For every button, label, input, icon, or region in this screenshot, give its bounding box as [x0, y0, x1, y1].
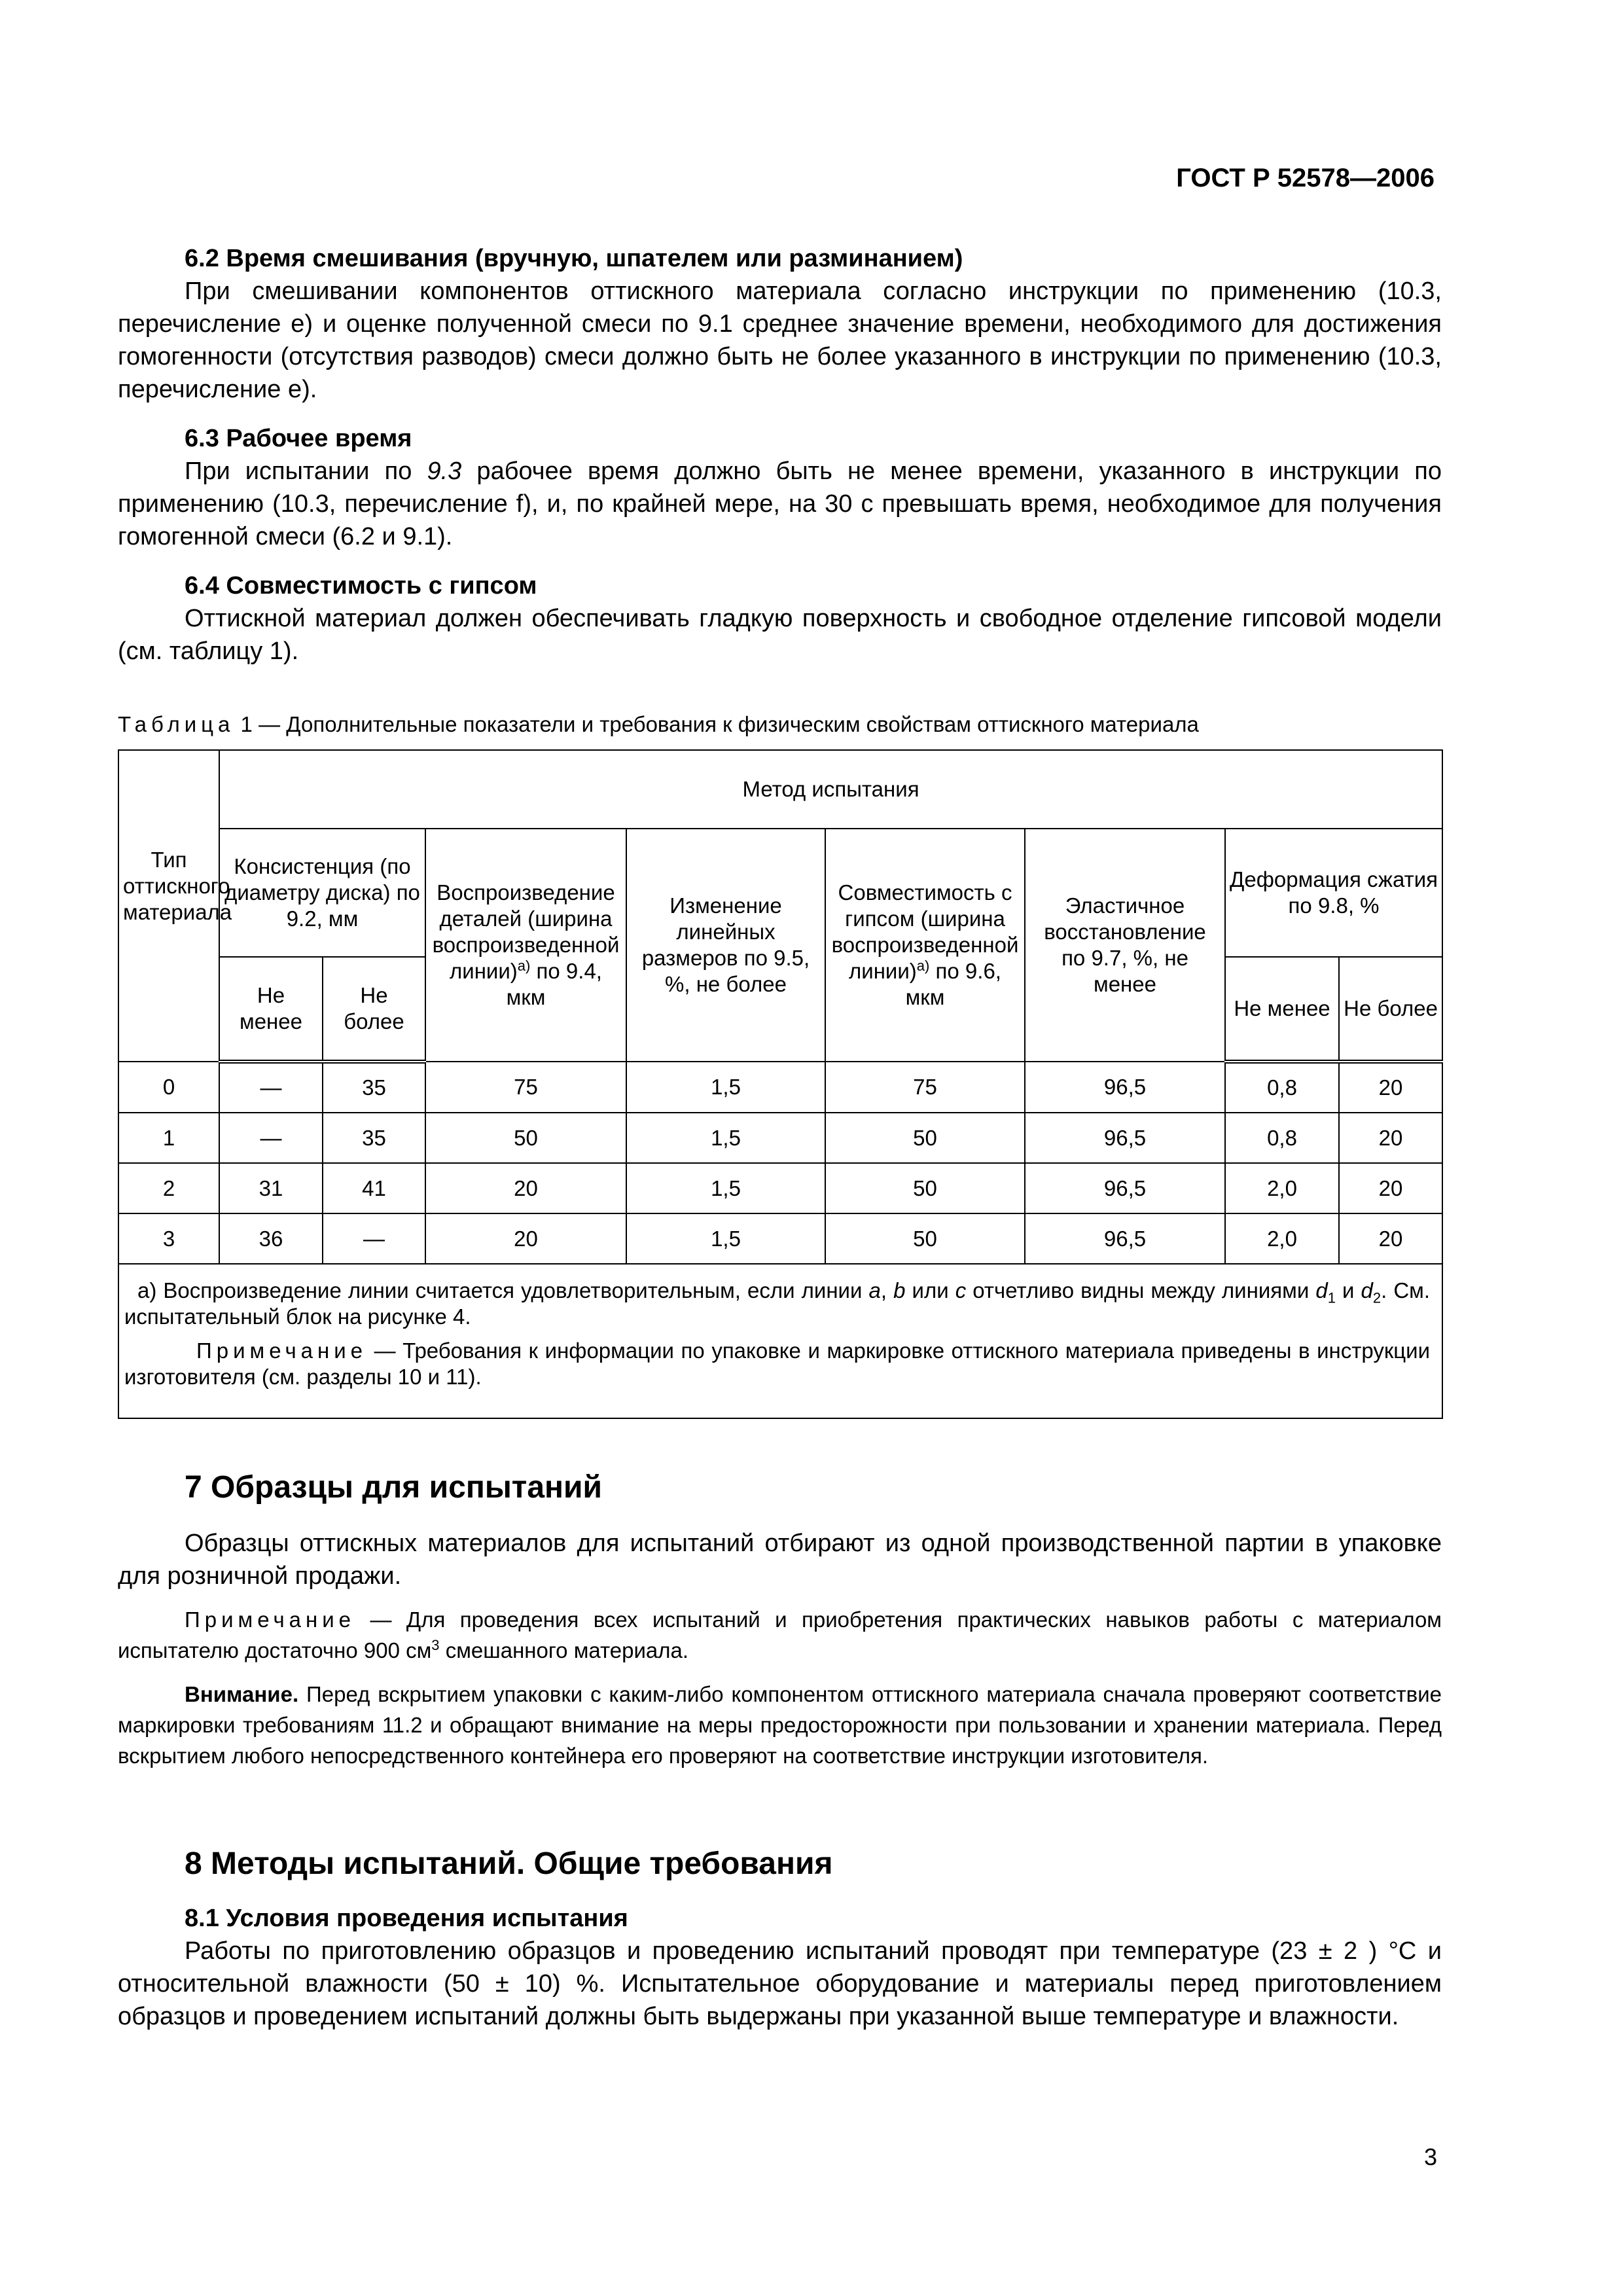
- text: 1: [1327, 1289, 1336, 1306]
- section-8: [118, 1844, 1442, 2033]
- table-cell: 36: [219, 1213, 323, 1264]
- warning-label: Внимание.: [185, 1682, 299, 1706]
- table-row: [118, 1213, 1442, 1264]
- header-consistency: Консистенция (по диаметру диска) по 9.2, мм: [219, 829, 425, 957]
- table-caption: [118, 712, 1199, 737]
- text: Совместимость с гипсом (ширина воспроизведенной линии): [831, 880, 1019, 983]
- table-cell: 1,5: [626, 1113, 825, 1163]
- text: d: [1315, 1278, 1328, 1302]
- section-6-3: [118, 422, 1442, 553]
- paragraph: Образцы оттискных материалов для испытаний отбирают из одной производственной партии в упаковке для розничной продажи.: [118, 1530, 1442, 1590]
- table-cell: 35: [323, 1062, 425, 1113]
- header-consistency-min: Не менее: [219, 957, 323, 1062]
- section-heading: 8 Методы испытаний. Общие требования: [185, 1846, 833, 1881]
- footnote-ref: а): [517, 958, 531, 974]
- table-cell: 0,8: [1225, 1062, 1339, 1113]
- paragraph: Оттискной материал должен обеспечивать гладкую поверхность и свободное отделение гипсовой модели (см. таблицу 1).: [118, 605, 1442, 665]
- header-consistency-max: Не более: [323, 957, 425, 1062]
- table-cell: 20: [1339, 1062, 1442, 1113]
- note-text: смешанного материала.: [439, 1638, 689, 1662]
- header-type: Тип оттискного материала: [118, 750, 219, 1062]
- table-row: [118, 1062, 1442, 1113]
- section-heading: 6.2 Время смешивания (вручную, шпателем или разминанием): [185, 245, 963, 272]
- table-cell: 20: [425, 1163, 626, 1213]
- header-linear: Изменение линейных размеров по 9.5, %, не более: [626, 829, 825, 1062]
- table-cell: 20: [1339, 1213, 1442, 1264]
- text: b: [893, 1278, 906, 1302]
- header-deformation: Деформация сжатия по 9.8, %: [1225, 829, 1442, 957]
- section-heading: 7 Образцы для испытаний: [185, 1470, 603, 1505]
- footnote-ref: а): [916, 958, 930, 974]
- note-text: — Требования к информации по упаковке и маркировке оттискного материала приведены в инструкции изготовителя (см. разделы 10 и 11).: [124, 1338, 1431, 1389]
- text: по 9.6, мкм: [905, 959, 1001, 1009]
- note-label: Примечание: [185, 1607, 356, 1632]
- table-cell: 20: [1339, 1163, 1442, 1213]
- warning: [118, 1679, 1442, 1771]
- section-heading: 6.3 Рабочее время: [185, 425, 412, 452]
- table-cell: 50: [825, 1163, 1025, 1213]
- table-cell: 75: [825, 1062, 1025, 1113]
- text: по 9.4, мкм: [506, 959, 602, 1009]
- header-detail: [425, 829, 626, 1062]
- table-cell: 35: [323, 1113, 425, 1163]
- table-cell: 41: [323, 1163, 425, 1213]
- table-cell: —: [219, 1113, 323, 1163]
- text: d: [1361, 1278, 1373, 1302]
- header-gypsum: [825, 829, 1025, 1062]
- paragraph: Работы по приготовлению образцов и проведению испытаний проводят при температуре (23 ± 2 ) °С и относительной влажности (50 ± 10) %. Испытательное оборудование и материалы перед приготовлением образцов и проведением испытаний должны быть выдержаны при указанной выше температуре и влажности.: [118, 1937, 1442, 2030]
- text: и: [1335, 1278, 1361, 1302]
- section-7: [118, 1468, 1442, 1771]
- table-cell: 0: [118, 1062, 219, 1113]
- table-cell: 1,5: [626, 1062, 825, 1113]
- superscript: 3: [431, 1637, 440, 1653]
- text: c: [955, 1278, 967, 1302]
- table-cell: 96,5: [1025, 1062, 1225, 1113]
- table-note: [124, 1338, 1430, 1390]
- paragraph: При смешивании компонентов оттискного материала согласно инструкции по применению (10.3, перечисление е) и оценке полученной смеси по 9.1 среднее значение времени, необходимого для достижения гомогенности (отсутствия разводов) смеси должно быть не более указанного в инструкции по применению (10.3, перечисление е).: [118, 278, 1442, 403]
- table-cell: 1,5: [626, 1213, 825, 1264]
- table-cell: 75: [425, 1062, 626, 1113]
- section-6-4: [118, 569, 1442, 668]
- table-cell: 96,5: [1025, 1163, 1225, 1213]
- document-id: ГОСТ Р 52578—2006: [1176, 164, 1435, 192]
- table-row: [118, 1163, 1442, 1213]
- table-cell: 1: [118, 1113, 219, 1163]
- section-heading: 6.4 Совместимость с гипсом: [185, 572, 537, 600]
- subsection-heading: 8.1 Условия проведения испытания: [185, 1905, 628, 1932]
- header-deformation-max: Не более: [1339, 957, 1442, 1062]
- paragraph: [118, 455, 1442, 553]
- table-cell: 2,0: [1225, 1163, 1339, 1213]
- reference: 9.3: [427, 457, 462, 485]
- note: [118, 1604, 1442, 1666]
- text: а) Воспроизведение линии считается удовлетворительным, если линии: [137, 1278, 869, 1302]
- header-elastic: Эластичное восстановление по 9.7, %, не менее: [1025, 829, 1225, 1062]
- table-cell: 3: [118, 1213, 219, 1264]
- table-cell: 2,0: [1225, 1213, 1339, 1264]
- text: отчетливо видны между линиями: [966, 1278, 1316, 1302]
- table-cell: 50: [825, 1213, 1025, 1264]
- table-cell: 20: [425, 1213, 626, 1264]
- note-label: Примечание: [196, 1338, 368, 1363]
- table-cell: 50: [825, 1113, 1025, 1163]
- table-cell: 1,5: [626, 1163, 825, 1213]
- header-deformation-min: Не менее: [1225, 957, 1339, 1062]
- table-cell: 31: [219, 1163, 323, 1213]
- table-footnotes: [118, 1264, 1442, 1418]
- table-cell: 20: [1339, 1113, 1442, 1163]
- text: При испытании по: [185, 457, 427, 485]
- header-method: Метод испытания: [219, 750, 1442, 829]
- caption-text: 1 — Дополнительные показатели и требования к физическим свойствам оттискного материала: [234, 712, 1199, 736]
- text: рабочее время должно быть не менее времени, указанного в инструкции по применению (10.3, перечисление f), и, по крайней мере, на 30 с превышать время, необходимое для получения гомогенной смеси (6.2 и 9.1).: [118, 457, 1442, 550]
- footnote-a: [124, 1278, 1430, 1330]
- table-cell: —: [219, 1062, 323, 1113]
- text: . См. испытательный блок на рисунке 4.: [124, 1278, 1431, 1329]
- note-text: — Для проведения всех испытаний и приобретения практических навыков работы с материалом испытателю достаточно 900 см: [118, 1607, 1442, 1662]
- caption-label: Таблица: [118, 712, 235, 736]
- text: ,: [880, 1278, 894, 1302]
- table-cell: 96,5: [1025, 1213, 1225, 1264]
- text: 2: [1372, 1289, 1382, 1306]
- table-cell: 2: [118, 1163, 219, 1213]
- text: Воспроизведение деталей (ширина воспроизведенной линии): [432, 880, 620, 983]
- table-cell: 96,5: [1025, 1113, 1225, 1163]
- table-cell: —: [323, 1213, 425, 1264]
- properties-table: [118, 749, 1443, 1419]
- text: a: [868, 1278, 881, 1302]
- page-number: 3: [1424, 2144, 1438, 2170]
- text: или: [905, 1278, 955, 1302]
- section-6-2: [118, 242, 1442, 406]
- table-cell: 50: [425, 1113, 626, 1163]
- table-cell: 0,8: [1225, 1113, 1339, 1163]
- table-row: [118, 1113, 1442, 1163]
- warning-text: Перед вскрытием упаковки с каким-либо компонентом оттискного материала сначала проверяют соответствие маркировки требованиям 11.2 и обращают внимание на меры предосторожности при пользовании и хранении материала. Перед вскрытием любого непосредственного контейнера его проверяют на соответствие инструкции изготовителя.: [118, 1682, 1442, 1768]
